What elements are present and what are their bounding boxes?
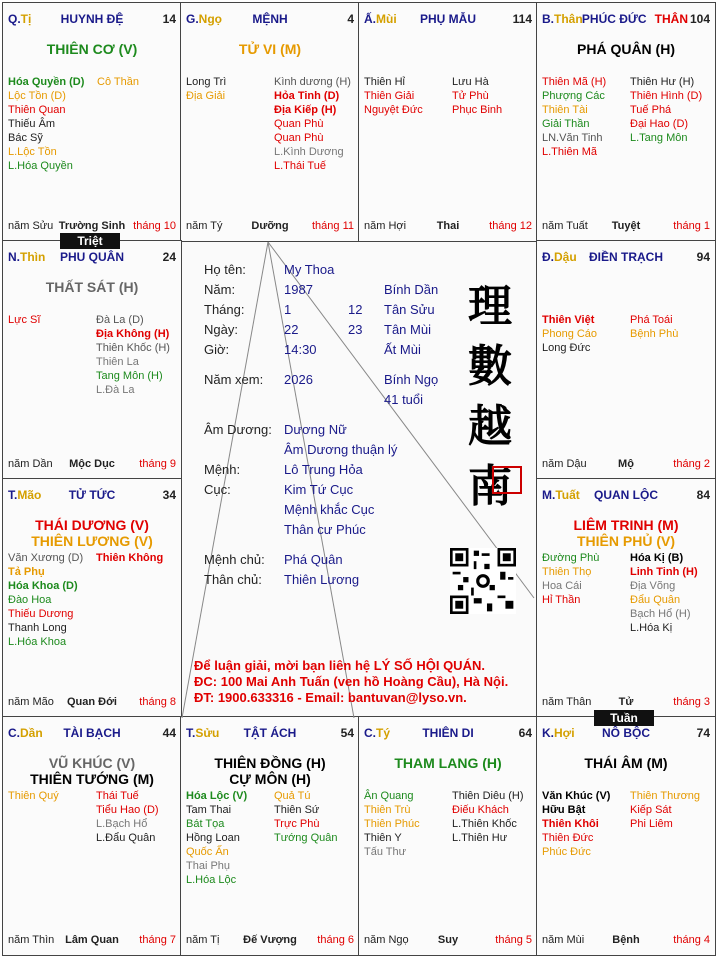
footer-month: tháng 11 (311, 220, 354, 232)
star-right: L.Bạch Hổ (96, 818, 148, 830)
palace-stem: Đ. (542, 250, 554, 264)
star-left: Thiên Thọ (542, 566, 592, 578)
palace-cell-than[interactable] (536, 2, 716, 242)
palace-decade: 104 (689, 12, 710, 26)
palace-decade: 24 (162, 250, 176, 264)
star-left: Phượng Các (542, 90, 605, 102)
star-left: Thiên Trù (364, 804, 411, 816)
footer-stage: Thai (436, 220, 460, 232)
main-star: THAM LANG (H) (394, 755, 502, 771)
star-left: L.Lộc Tồn (8, 146, 57, 158)
footer-stage: Dưỡng (251, 220, 289, 232)
main-star: THÁI ÂM (M) (584, 755, 668, 771)
star-right: Địa Võng (630, 580, 676, 592)
star-left: Thiếu Dương (8, 608, 74, 620)
main-star: LIÊM TRINH (M) (573, 517, 679, 533)
footer-year: năm Thìn (8, 934, 55, 946)
palace-footer (364, 934, 532, 948)
main-star: THIÊN TƯỚNG (M) (30, 771, 154, 787)
star-right: Bạch Hổ (H) (630, 608, 691, 620)
footer-stage: Tuyệt (611, 220, 641, 232)
star-right: Hỏa Tinh (D) (274, 90, 340, 102)
star-left: Quốc Ấn (186, 846, 229, 858)
palace-cell-suu[interactable] (180, 716, 360, 956)
star-left: Văn Xương (D) (8, 552, 84, 564)
palace-stem: T. (186, 726, 196, 740)
star-right: Tang Môn (H) (96, 370, 163, 382)
hour-value: 14:30 (284, 342, 317, 357)
year-label: Năm: (204, 282, 236, 297)
palace-name: PHU QUÂN (59, 250, 124, 264)
star-left: Địa Giải (186, 90, 226, 102)
palace-branch: Sửu (195, 726, 220, 740)
cuc-value: Kim Tứ Cục (284, 482, 354, 497)
palace-cell-ngo[interactable] (180, 2, 360, 242)
amduong-label: Âm Dương: (204, 422, 272, 437)
seal-char-4: 南 (468, 461, 512, 512)
star-left: Hỉ Thần (542, 594, 581, 606)
footer-month: tháng 9 (139, 458, 176, 470)
year-value: 1987 (284, 282, 313, 297)
main-star: THIÊN CƠ (V) (46, 41, 138, 57)
star-left: Phong Cáo (542, 328, 598, 340)
menh-value: Lô Trung Hỏa (284, 462, 363, 477)
palace-stem: B. (542, 12, 554, 26)
star-right: Tử Phù (452, 90, 489, 102)
amduong-value: Dương Nữ (284, 422, 347, 437)
palace-footer (542, 696, 710, 710)
star-right: L.Thái Tuế (274, 160, 326, 172)
palace-name: PHỤ MẪU (420, 12, 476, 26)
main-star: CỰ MÔN (H) (229, 771, 311, 787)
contact-address: ĐC: 100 Mai Anh Tuấn (ven hồ Hoàng Cầu), Hà Nội. (194, 674, 509, 689)
age-value: 41 tuổi (384, 392, 424, 407)
footer-stage: Tử (618, 696, 634, 708)
palace-decade: 14 (162, 12, 176, 26)
star-left: Long Trì (186, 76, 227, 88)
star-right: Phục Binh (452, 104, 503, 116)
star-left: Long Đức (542, 342, 591, 354)
star-left: Thiên Việt (542, 314, 595, 326)
palace-stem: G. (186, 12, 199, 26)
star-left: Thiên Đức (542, 832, 594, 844)
star-right: Tuế Phá (630, 104, 672, 116)
footer-month: tháng 3 (673, 696, 710, 708)
name-label: Họ tên: (204, 262, 246, 277)
palace-header (8, 488, 176, 502)
palace-decade: 64 (518, 726, 532, 740)
seal-char-1: 理 (468, 281, 512, 332)
main-star: TỬ VI (M) (238, 41, 302, 57)
thanchu-label: Thân chủ: (204, 572, 262, 587)
star-right: L.Kình Dương (274, 146, 344, 158)
palace-decade: 34 (162, 488, 176, 502)
star-left: Ân Quang (364, 790, 414, 802)
footer-year: năm Tị (186, 934, 220, 946)
name-value: My Thoa (284, 262, 335, 277)
star-left: Bát Tọa (186, 818, 225, 830)
palace-name: NÔ BỘC (602, 726, 650, 740)
tuan-badge: Tuần (594, 710, 654, 726)
year-canchi: Bính Dần (384, 282, 439, 297)
star-left: Thiếu Âm (8, 118, 56, 130)
footer-month: tháng 6 (317, 934, 354, 946)
star-left: Hồng Loan (186, 832, 240, 844)
star-left: Tam Thai (186, 804, 232, 816)
cuc-relation: Mệnh khắc Cục (284, 502, 375, 517)
hour-label: Giờ: (204, 342, 230, 357)
palace-footer (364, 220, 532, 234)
star-right: Thiên Hư (H) (630, 76, 695, 88)
month-label: Tháng: (204, 302, 245, 317)
star-left: Văn Khúc (V) (542, 790, 611, 802)
seal-char-2: 數 (468, 341, 512, 392)
star-left: Đào Hoa (8, 594, 52, 606)
star-right: Kiếp Sát (630, 804, 672, 816)
footer-year: năm Dậu (542, 458, 587, 470)
star-right: Hóa Kị (B) (630, 552, 684, 564)
star-left: Hóa Lộc (V) (186, 790, 248, 802)
star-right: Đà La (D) (96, 314, 144, 326)
footer-stage: Mộc Dục (69, 458, 115, 470)
star-right: Thái Tuế (96, 790, 139, 802)
palace-name: THIÊN DI (422, 726, 474, 740)
palace-footer (186, 934, 354, 948)
star-left: Tấu Thư (364, 846, 407, 858)
palace-header (542, 250, 710, 264)
footer-stage: Suy (437, 934, 459, 946)
palace-header (186, 726, 354, 740)
hour-canchi: Ất Mùi (384, 342, 421, 357)
star-left: Thiên Tài (542, 104, 588, 116)
menh-label: Mệnh: (204, 462, 241, 477)
star-right: Thiên Không (96, 552, 164, 564)
footer-year: năm Dần (8, 458, 53, 470)
palace-stem: Ấ. (364, 12, 376, 26)
seal-char-3: 越 (468, 401, 512, 452)
footer-year: năm Hợi (364, 220, 407, 232)
footer-month: tháng 5 (495, 934, 532, 946)
palace-name: HUYNH ĐỆ (60, 12, 124, 26)
star-right: Địa Không (H) (96, 328, 170, 340)
palace-cell-hoi[interactable] (536, 716, 716, 956)
thanchu-value: Thiên Lương (284, 572, 360, 587)
center-info-panel (180, 240, 536, 718)
palace-header (8, 250, 176, 264)
palace-cell-dau[interactable] (536, 240, 716, 480)
star-right: Cô Thần (97, 76, 139, 88)
palace-branch: Dần (20, 726, 43, 740)
star-right: L.Đà La (96, 384, 135, 396)
month-solar: 12 (348, 302, 363, 317)
star-left: Bác Sỹ (8, 132, 43, 144)
star-right: Quan Phù (274, 132, 324, 144)
star-left: Tả Phụ (8, 566, 45, 578)
star-left: Thiên Y (364, 832, 402, 844)
star-left: Lực Sĩ (8, 314, 41, 326)
palace-footer (8, 696, 176, 710)
view-year-canchi: Bính Ngọ (384, 372, 439, 387)
star-right: Điếu Khách (452, 804, 509, 816)
palace-decade: 74 (696, 726, 710, 740)
star-right: Phi Liêm (630, 818, 673, 830)
star-left: Giải Thần (542, 118, 590, 130)
star-right: Thiên Khốc (H) (96, 342, 170, 354)
palace-header (542, 726, 710, 740)
palace-stem: C. (8, 726, 20, 740)
palace-branch: Tuất (555, 488, 580, 502)
star-left: Thiên Phúc (364, 818, 420, 830)
palace-branch: Tý (376, 726, 391, 740)
star-left: Thiên Quan (8, 104, 66, 116)
month-lunar: 1 (284, 302, 292, 317)
star-right: Linh Tinh (H) (630, 566, 698, 578)
palace-cell-thin[interactable] (2, 240, 182, 480)
palace-header (8, 12, 176, 26)
star-left: Lộc Tồn (D) (8, 90, 66, 102)
palace-stem: C. (364, 726, 376, 740)
footer-stage: Quan Đới (67, 696, 117, 708)
star-right: Phá Toái (630, 314, 673, 326)
palace-branch: Mùi (376, 12, 397, 26)
main-star: THẤT SÁT (H) (45, 279, 139, 295)
palace-name: TỬ TỨC (68, 488, 116, 502)
qr-code-icon[interactable] (450, 548, 516, 614)
footer-month: tháng 10 (133, 220, 176, 232)
palace-branch: Thìn (20, 250, 46, 264)
footer-year: năm Tuất (542, 220, 588, 232)
palace-branch: Tị (20, 12, 32, 26)
star-left: Nguyệt Đức (364, 104, 423, 116)
star-left: Thiên Mã (H) (542, 76, 607, 88)
palace-stem: Q. (8, 12, 21, 26)
palace-header (8, 726, 176, 740)
palace-footer (542, 458, 710, 472)
star-right: L.Hóa Kị (630, 622, 673, 634)
star-right: Địa Kiếp (H) (274, 104, 337, 116)
footer-month: tháng 12 (489, 220, 532, 232)
star-left: Thiên Khôi (542, 818, 599, 830)
star-right: Thiên Sứ (274, 804, 320, 816)
star-right: Thiên Thương (630, 790, 701, 802)
star-right: L.Thiên Hư (452, 832, 508, 844)
palace-footer (186, 220, 354, 234)
star-right: Quan Phù (274, 118, 324, 130)
star-right: Thiên Hình (D) (630, 90, 703, 102)
palace-cell-ty[interactable] (358, 716, 538, 956)
palace-decade: 54 (340, 726, 354, 740)
footer-stage: Trường Sinh (58, 220, 126, 232)
main-star: PHÁ QUÂN (H) (577, 41, 675, 57)
footer-year: năm Thân (542, 696, 592, 708)
menhchu-value: Phá Quân (284, 552, 343, 567)
star-right: Tiểu Hao (D) (96, 804, 159, 816)
footer-month: tháng 4 (673, 934, 710, 946)
star-left: Hóa Quyền (D) (8, 76, 85, 88)
star-right: Đẩu Quân (630, 594, 681, 606)
palace-name: ĐIỀN TRẠCH (589, 250, 663, 264)
palace-decade: 84 (696, 488, 710, 502)
palace-name: TÀI BẠCH (63, 726, 121, 740)
palace-decade: 94 (696, 250, 710, 264)
main-star: THIÊN ĐỒNG (H) (214, 755, 326, 771)
star-right: Thiên La (96, 356, 139, 368)
main-star: VŨ KHÚC (V) (48, 755, 136, 771)
palace-stem: M. (542, 488, 556, 502)
footer-year: năm Mão (8, 696, 54, 708)
palace-footer (8, 934, 176, 948)
palace-name: QUAN LỘC (594, 488, 658, 502)
palace-stem: N. (8, 250, 20, 264)
footer-month: tháng 2 (673, 458, 710, 470)
star-right: Lưu Hà (452, 76, 489, 88)
footer-year: năm Sửu (8, 220, 54, 232)
star-right: Kình dương (H) (274, 76, 351, 88)
footer-year: năm Tý (186, 220, 223, 232)
star-left: Hoa Cái (542, 580, 582, 592)
palace-name: PHÚC ĐỨC (581, 12, 647, 26)
footer-stage: Mộ (618, 458, 634, 470)
palace-footer (542, 934, 710, 948)
star-left: L.Thiên Mã (542, 146, 598, 158)
star-right: L.Đẩu Quân (96, 832, 156, 844)
palace-footer (8, 220, 176, 234)
footer-stage: Bệnh (612, 934, 640, 946)
day-solar: 23 (348, 322, 363, 337)
palace-branch: Ngọ (198, 12, 222, 26)
palace-branch: Hợi (554, 726, 575, 740)
day-lunar: 22 (284, 322, 299, 337)
palace-decade: 4 (347, 12, 354, 26)
main-star: THIÊN LƯƠNG (V) (31, 533, 153, 549)
month-canchi: Tân Sửu (384, 302, 435, 317)
palace-name: TẬT ÁCH (243, 726, 297, 740)
star-left: Hữu Bật (542, 804, 586, 816)
star-right: Thiên Diêu (H) (452, 790, 524, 802)
star-left: Hóa Khoa (D) (8, 580, 78, 592)
than-position: Thân cư Phúc (284, 522, 366, 537)
star-left: L.Hóa Lộc (186, 874, 237, 886)
palace-header (364, 726, 532, 740)
star-left: LN.Văn Tinh (542, 132, 603, 144)
palace-stem: K. (542, 726, 554, 740)
contact-line-1: Để luận giải, mời bạn liên hệ LÝ SỐ HỘI QUÁN. (194, 658, 485, 673)
star-right: Đại Hao (D) (630, 118, 689, 130)
footer-month: tháng 8 (139, 696, 176, 708)
amduong-relation: Âm Dương thuận lý (284, 442, 398, 457)
palace-decade: 44 (162, 726, 176, 740)
star-left: Thiên Giải (364, 90, 415, 102)
palace-branch: Thân (554, 12, 583, 26)
footer-stage: Lâm Quan (65, 934, 119, 946)
palace-name: MỆNH (252, 12, 288, 26)
menhchu-label: Mệnh chủ: (204, 552, 265, 567)
palace-footer (8, 458, 176, 472)
star-right: Trực Phù (274, 818, 320, 830)
palace-branch: Mão (17, 488, 42, 502)
star-right: L.Tang Môn (630, 132, 688, 144)
palace-cell-ti[interactable] (2, 2, 182, 242)
footer-month: tháng 1 (673, 220, 710, 232)
palace-header (542, 12, 710, 26)
palace-header (542, 488, 710, 502)
palace-footer (542, 220, 710, 234)
palace-branch: Dậu (554, 250, 577, 264)
palace-header (364, 12, 532, 26)
star-right: Tướng Quân (274, 832, 338, 844)
star-left: Phúc Đức (542, 846, 591, 858)
star-left: Thai Phụ (186, 860, 231, 872)
day-label: Ngày: (204, 322, 238, 337)
view-year-label: Năm xem: (204, 372, 264, 387)
main-star: THIÊN PHỦ (V) (577, 533, 675, 549)
star-left: Thiên Quý (8, 790, 59, 802)
palace-cell-mui[interactable] (358, 2, 538, 242)
day-canchi: Tân Mùi (384, 322, 431, 337)
palace-cell-dan[interactable] (2, 716, 182, 956)
star-left: Thanh Long (8, 622, 67, 634)
star-left: Đường Phù (542, 552, 600, 564)
main-star: THÁI DƯƠNG (V) (35, 517, 149, 533)
star-right: L.Thiên Khốc (452, 818, 517, 830)
star-left: Thiên Hỉ (364, 76, 405, 88)
contact-phone-email[interactable]: ĐT: 1900.633316 - Email: bantuvan@lyso.vn. (194, 690, 467, 705)
view-year-value: 2026 (284, 372, 313, 387)
footer-year: năm Mùi (542, 934, 585, 946)
palace-decade: 114 (512, 12, 532, 26)
red-stamp (492, 466, 522, 494)
star-right: Quả Tú (274, 790, 311, 802)
palace-stem: T. (8, 488, 18, 502)
palace-cell-mao[interactable] (2, 478, 182, 718)
palace-cell-tuat[interactable] (536, 478, 716, 718)
cuc-label: Cục: (204, 482, 231, 497)
footer-stage: Đế Vượng (243, 934, 297, 946)
star-left: L.Hóa Quyền (8, 160, 73, 172)
star-left: L.Hóa Khoa (8, 636, 67, 648)
than-marker: THÂN (654, 12, 688, 26)
triet-badge: Triệt (60, 233, 120, 249)
footer-year: năm Ngọ (364, 934, 409, 946)
footer-month: tháng 7 (139, 934, 176, 946)
palace-header (186, 12, 354, 26)
star-right: Bệnh Phù (630, 328, 679, 340)
